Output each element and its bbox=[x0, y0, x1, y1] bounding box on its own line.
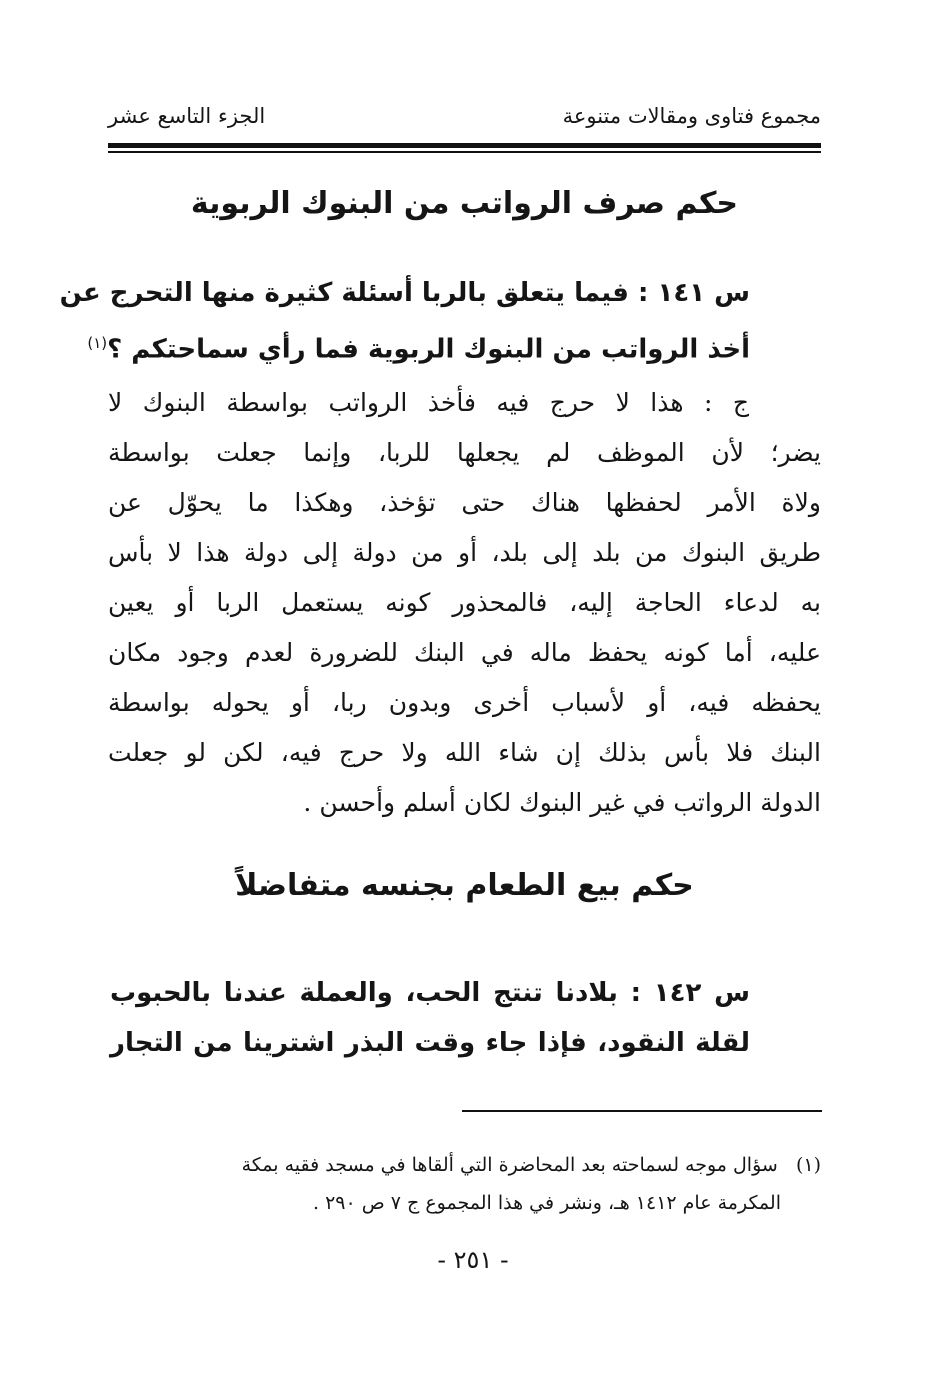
footnote-line: المكرمة عام ١٤١٢ هـ، ونشر في هذا المجموع ج ٧ ص ٢٩٠ . bbox=[312, 1192, 781, 1214]
footnote bbox=[108, 1146, 821, 1222]
question-line: س ١٤١ : فيما يتعلق بالربا أسئلة كثيرة منها التحرج عن bbox=[59, 278, 750, 308]
answer-line: ولاة الأمر لحفظها هناك حتى تؤخذ، وهكذا ما يحوّل عن bbox=[108, 488, 821, 517]
answer-141 bbox=[108, 378, 821, 828]
question-line: لقلة النقود، فإذا جاء وقت البذر اشترينا من التجار bbox=[110, 1028, 750, 1058]
answer-line: الدولة الرواتب في غير البنوك لكان أسلم وأحسن . bbox=[303, 788, 821, 817]
footnote-marker: (١) bbox=[795, 1154, 821, 1176]
footnote-separator bbox=[462, 1110, 822, 1112]
section-2-title: حكم بيع الطعام بجنسه متفاضلاً bbox=[235, 868, 694, 903]
answer-line: يحفظه فيه، أو لأسباب أخرى وبدون ربا، أو يحوله بواسطة bbox=[108, 688, 821, 717]
header-rule-thick bbox=[108, 143, 821, 148]
question-line: أخذ الرواتب من البنوك الربوية فما رأي سماحتكم ؟$^{(١)}$ bbox=[87, 334, 750, 365]
answer-line: طريق البنوك من بلد إلى بلد، أو من دولة إلى دولة هذا لا بأس bbox=[108, 538, 821, 567]
section-1-title: حكم صرف الرواتب من البنوك الربوية bbox=[190, 186, 739, 221]
answer-line: يضر؛ لأن الموظف لم يجعلها للربا، وإنما جعلت بواسطة bbox=[108, 438, 821, 467]
running-header bbox=[108, 98, 821, 138]
page-number: - ٢٥١ - bbox=[437, 1246, 509, 1274]
header-rule-thin bbox=[108, 151, 821, 153]
question-141 bbox=[59, 268, 750, 368]
question-line: س ١٤٢ : بلادنا تنتج الحب، والعملة عندنا بالحبوب bbox=[110, 978, 751, 1008]
answer-line: البنك فلا بأس بذلك إن شاء الله ولا حرج فيه، لكن لو جعلت bbox=[108, 738, 821, 767]
answer-line: عليه، أما كونه يحفظ ماله في البنك للضرورة لعدم وجود مكان bbox=[108, 638, 821, 667]
volume-label: الجزء التاسع عشر bbox=[108, 104, 266, 128]
answer-line: به لدعاء الحاجة إليه، فالمحذور كونه يستعمل الربا أو يعين bbox=[108, 588, 821, 617]
footnote-line: (١) سؤال موجه لسماحته بعد المحاضرة التي ألقاها في مسجد فقيه بمكة bbox=[241, 1154, 821, 1176]
answer-line: ج : هذا لا حرج فيه فأخذ الرواتب بواسطة البنوك لا bbox=[108, 388, 749, 417]
footnote-ref: (١) bbox=[87, 334, 108, 352]
book-title: مجموع فتاوى ومقالات متنوعة bbox=[562, 104, 821, 128]
question-142 bbox=[110, 968, 750, 1068]
